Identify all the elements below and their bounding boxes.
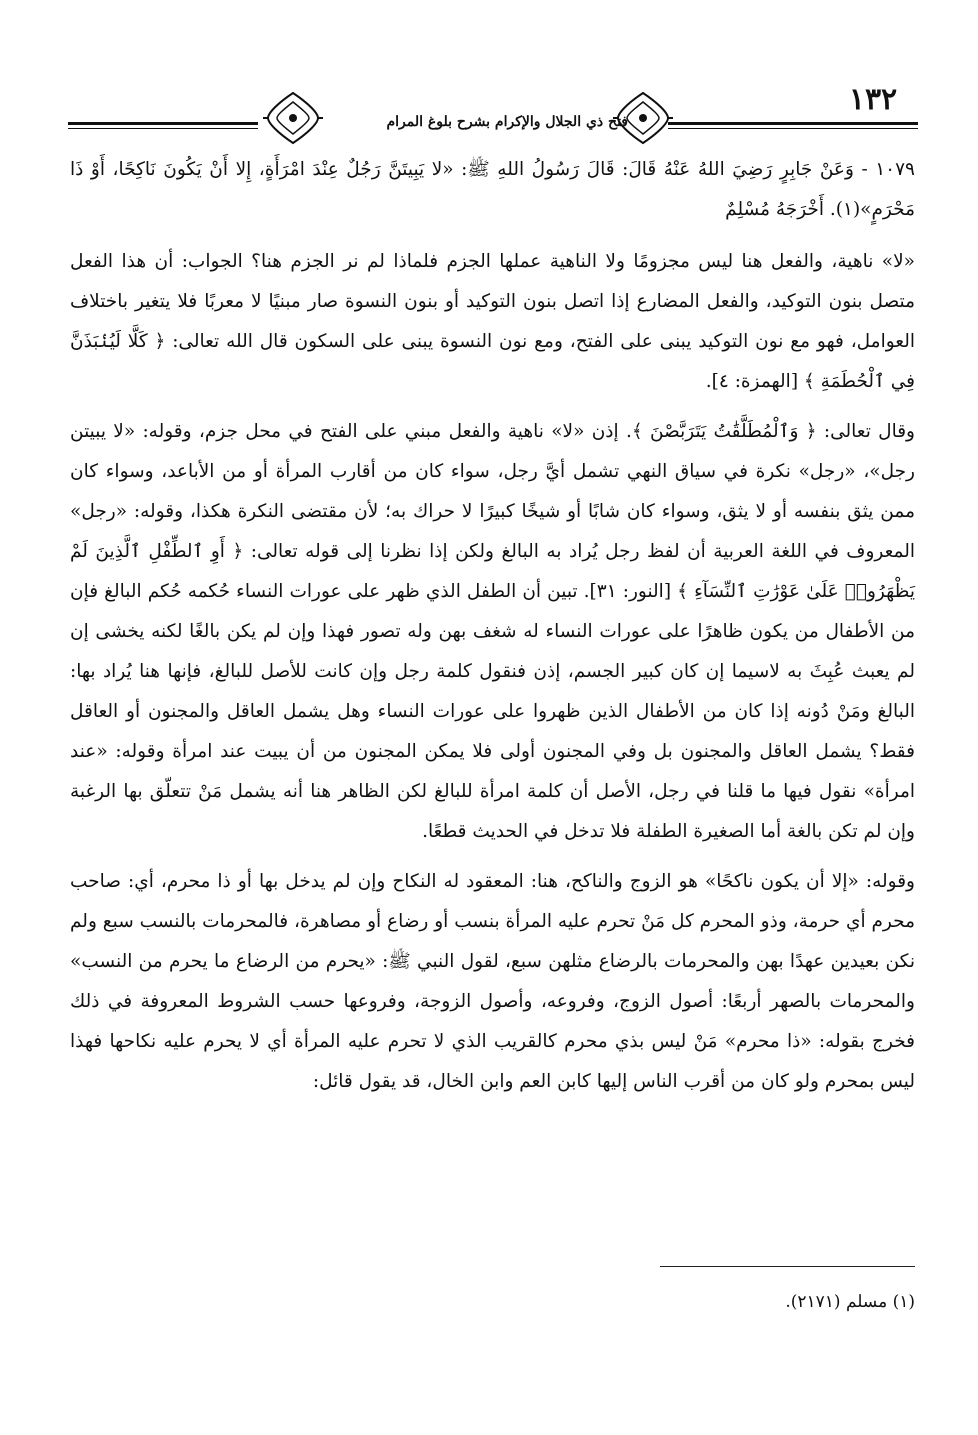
hadith-text: ١٠٧٩ - وَعَنْ جَابِرٍ رَضِيَ اللهُ عَنْهُ قَالَ: قَالَ رَسُولُ اللهِ ﷺ: «لا يَبِيتَنَّ رَجُلٌ عِنْدَ امْرَأَةٍ، إِلا أَنْ يَكُونَ نَاكِحًا، أَوْ ذَا مَحْرَمٍ»(١). أَخْرَجَهُ مُسْلِمٌ bbox=[70, 159, 915, 220]
page-header bbox=[68, 78, 918, 148]
commentary-paragraph: وقال تعالى: ﴿ وَٱلْمُطَلَّقَٰتُ يَتَرَبَّصْنَ ﴾. إذن «لا» ناهية والفعل مبني على الفتح في محل جزم، وقوله: «لا يبيتن رجل»، «رجل» نكرة في سياق النهي تشمل أيَّ رجل، سواء كان من أقارب المرأة أو من الأباعد، وسواء كان ممن يثق بنفسه أو لا يثق، وسواء كان شابًا أو شيخًا كبيرًا لا حراك به؛ لأن مقتضى النكرة هكذا، وقوله: «رجل» المعروف في اللغة العربية أن لفظ رجل يُراد به البالغ ولكن إذا نظرنا إلى قوله تعالى: ﴿ أَوِ ٱلطِّفْلِ ٱلَّذِينَ لَمْ يَظْهَرُوا۟ عَلَىٰ عَوْرَٰتِ ٱلنِّسَآءِ ﴾ [النور: ٣١]. تبين أن الطفل الذي ظهر على عورات النساء حُكمه حُكم البالغ فإن من الأطفال من يكون ظاهرًا على عورات النساء له شغف بهن وله تصور فهذا وإن لم يكن بالغًا لكنه يخشى إن لم يعبث عُبِثَ به لاسيما إن كان كبير الجسم، إذن فنقول كلمة رجل وإن كانت للأصل للبالغ، فإنها هنا يُراد بها: البالغ ومَنْ دُونه إذا كان من الأطفال الذين ظهروا على عورات النساء وهل يشمل العاقل والمجنون أو العاقل فقط؟ يشمل العاقل والمجنون بل وفي المجنون أولى فلا يمكن المجنون من أن يبيت عند امرأة وقوله: «عند امرأة» نقول فيها ما قلنا في رجل، الأصل أن كلمة امرأة للبالغ لكن الظاهر هنا أنه يشمل مَنْ تتعلّق بها الرغبة وإن لم تكن بالغة أما الصغيرة الطفلة فلا تدخل في الحديث قطعًا. bbox=[70, 421, 915, 842]
page-number: ١٣٢ bbox=[848, 82, 898, 117]
commentary-paragraph: وقوله: «إلا أن يكون ناكحًا» هو الزوج والناكح، هنا: المعقود له النكاح وإن لم يدخل بها أو ذا محرم، أي: صاحب محرم أي حرمة، وذو المحرم كل مَنْ تحرم عليه المرأة بنسب أو رضاع أو مصاهرة، فالمحرمات بالنسب سبع ولم نكن بعيدين عهدًا بهن والمحرمات بالرضاع مثلهن سبع، لقول النبي ﷺ: «يحرم من الرضاع ما يحرم من النسب» والمحرمات بالصهر أربعًا: أصول الزوج، وفروعه، وأصول الزوجة، وفروعها حسب الشروط المعروفة في ذلك فخرج بقوله: «ذا محرم» مَنْ ليس بذي محرم كالقريب الذي لا تحرم عليه المرأة أي لا يحرم عليه نكاحها فهذا ليس بمحرم ولو كان من أقرب الناس إليها كابن العم وابن الخال، قد يقول قائل: bbox=[70, 871, 915, 1092]
header-rule-right bbox=[668, 122, 918, 125]
header-rule-left bbox=[68, 122, 258, 125]
ornament-left-icon bbox=[263, 88, 323, 148]
page-body bbox=[70, 150, 915, 1112]
commentary-paragraph: «لا» ناهية، والفعل هنا ليس مجزومًا ولا الناهية عملها الجزم فلماذا لم نر الجزم هنا؟ الجواب: أن هذا الفعل متصل بنون التوكيد، والفعل المضارع إذا اتصل بنون التوكيد أو بنون النسوة صار مبنيًا لا معربًا فلا يتغير باختلاف العوامل، فهو مع نون التوكيد يبنى على الفتح، ومع نون النسوة يبنى على السكون قال الله تعالى: ﴿ كَلَّا لَيُنۢبَذَنَّ فِي ٱلْحُطَمَةِ ﴾ [الهمزة: ٤]. bbox=[70, 251, 915, 392]
header-rule-right-thin bbox=[668, 128, 918, 129]
footnote-divider bbox=[660, 1266, 915, 1267]
footnote: (١) مسلم (٢١٧١). bbox=[785, 1292, 915, 1312]
header-rule-left-thin bbox=[68, 128, 258, 129]
running-title: فتح ذي الجلال والإكرام بشرح بلوغ المرام bbox=[386, 114, 628, 130]
